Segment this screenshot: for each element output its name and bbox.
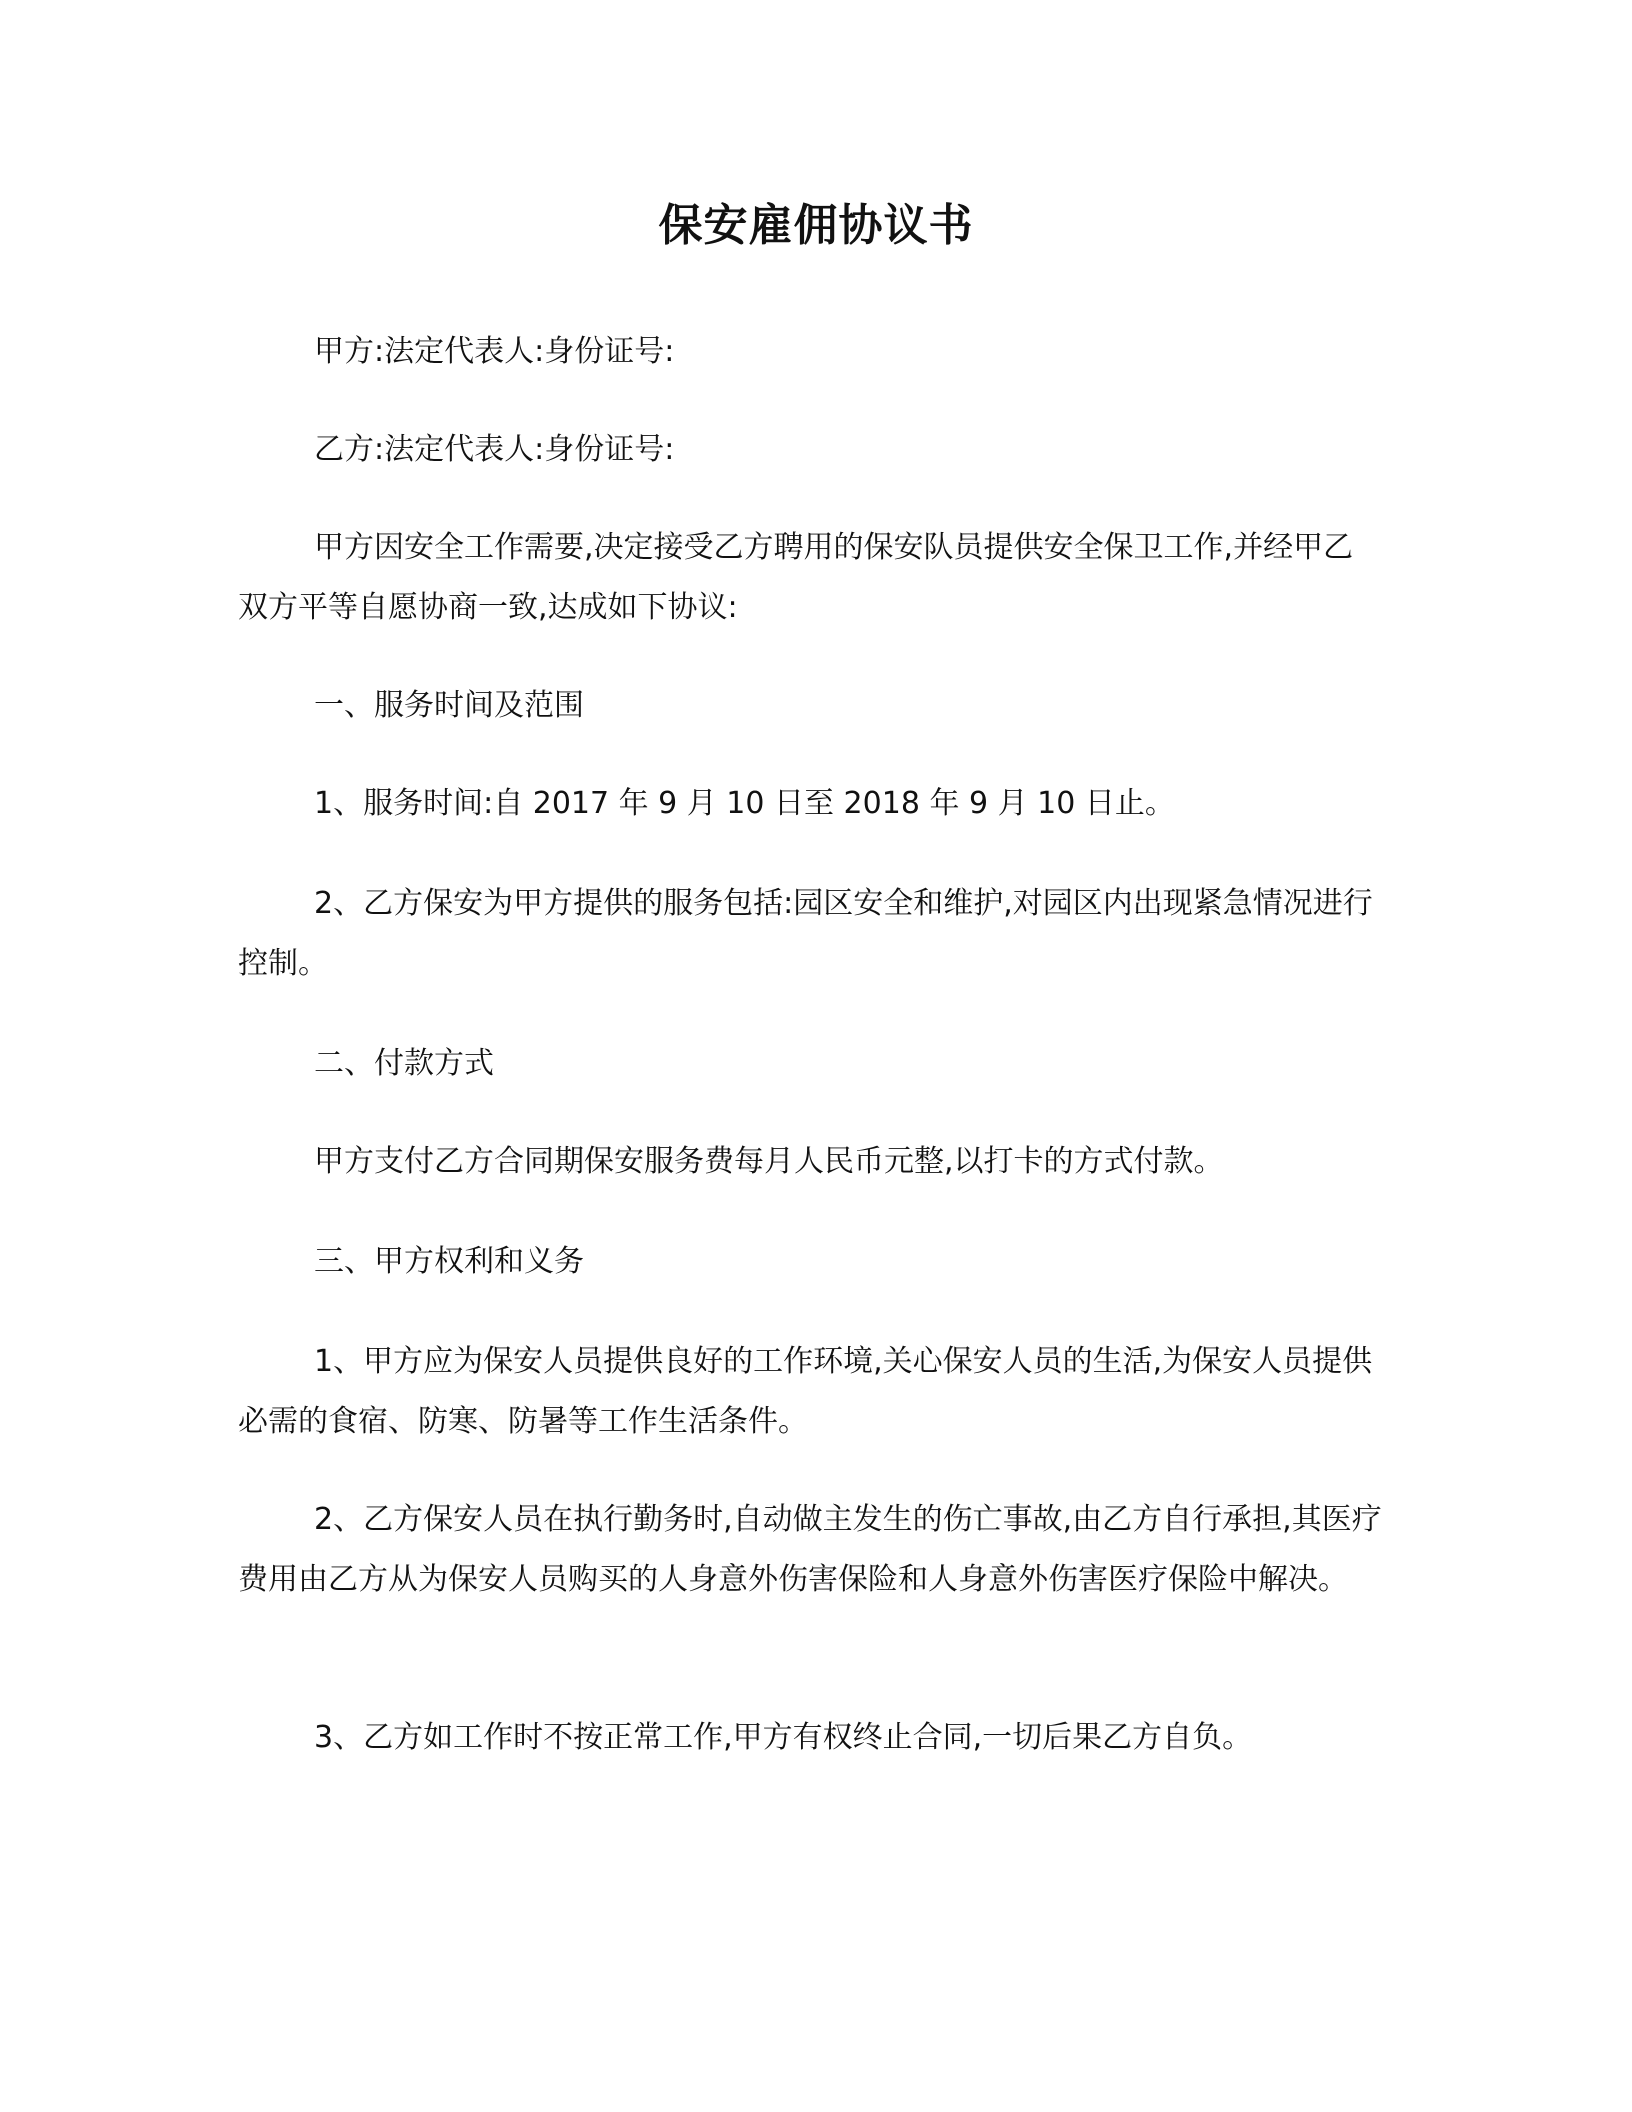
section-2-heading: 二、付款方式 <box>314 1046 494 1081</box>
document-title: 保安雇佣协议书 <box>658 200 974 251</box>
section-1-item-1: 1、服务时间:自 2017 年 9 月 10 日至 2018 年 9 月 10 日止。 <box>314 786 1175 821</box>
section-1-heading: 一、服务时间及范围 <box>314 688 584 723</box>
section-3-item-3: 3、乙方如工作时不按正常工作,甲方有权终止合同,一切后果乙方自负。 <box>314 1720 1253 1755</box>
section-3-heading: 三、甲方权利和义务 <box>314 1244 584 1279</box>
section-2-text: 甲方支付乙方合同期保安服务费每月人民币元整,以打卡的方式付款。 <box>314 1144 1224 1179</box>
section-3-item-2: 2、乙方保安人员在执行勤务时,自动做主发生的伤亡事故,由乙方自行承担,其医疗费用由乙方从为保安人员购买的人身意外伤害保险和人身意外伤害医疗保险中解决。 <box>238 1502 1382 1597</box>
party-b-line: 乙方:法定代表人:身份证号: <box>314 432 675 467</box>
party-a-line: 甲方:法定代表人:身份证号: <box>314 334 675 369</box>
section-3-item-1: 1、甲方应为保安人员提供良好的工作环境,关心保安人员的生活,为保安人员提供必需的食宿、防寒、防暑等工作生活条件。 <box>238 1344 1373 1439</box>
intro-paragraph: 甲方因安全工作需要,决定接受乙方聘用的保安队员提供安全保卫工作,并经甲乙双方平等自愿协商一致,达成如下协议: <box>238 530 1354 625</box>
section-1-item-2: 2、乙方保安为甲方提供的服务包括:园区安全和维护,对园区内出现紧急情况进行控制。 <box>238 886 1373 981</box>
